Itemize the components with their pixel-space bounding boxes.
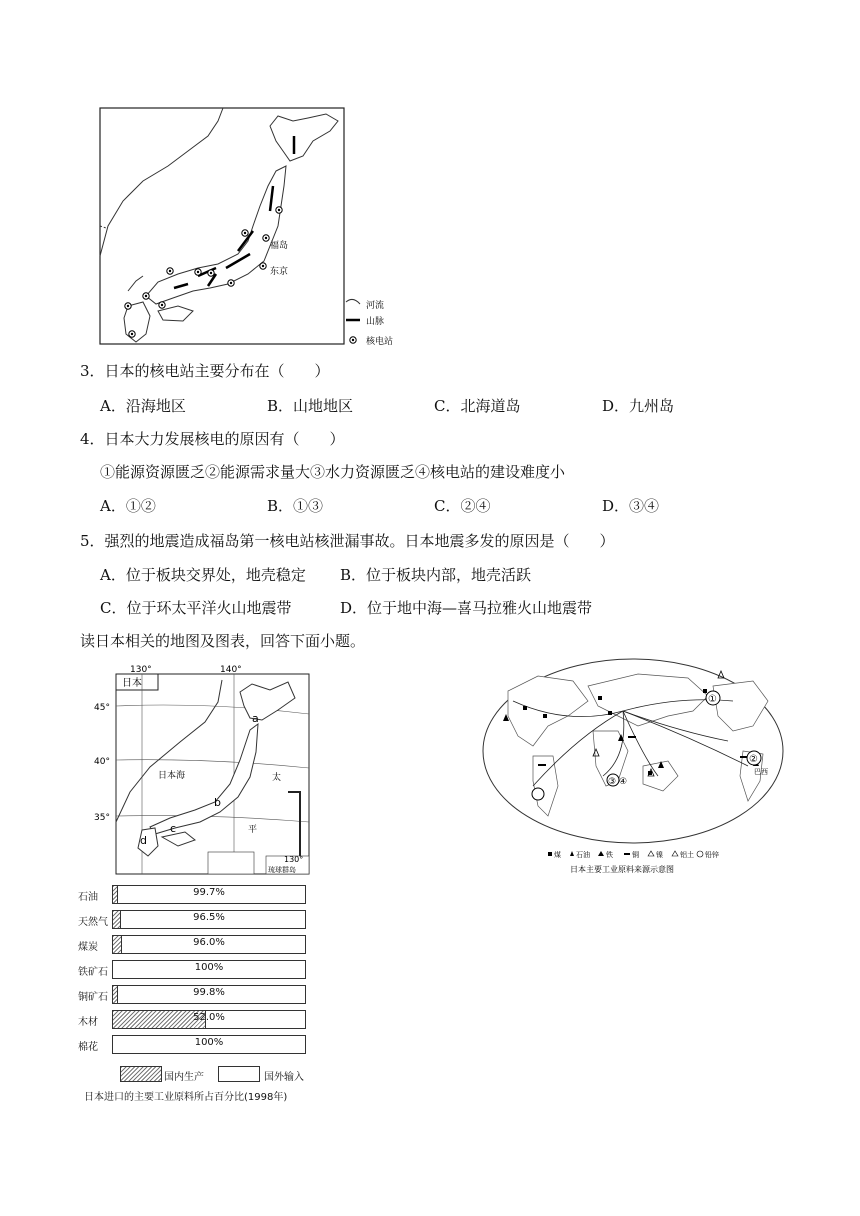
bar-value-label: 100% [194,1037,224,1048]
legend-import-swatch [218,1066,260,1082]
bar-value-label: 99.8% [193,987,225,998]
bar-category-label: 铜矿石 [78,992,108,1003]
legend-bauxite: 铝土 [680,851,694,859]
bar [112,885,306,904]
japan-latlon-map [90,662,320,878]
legend-river: 河流 [366,301,385,311]
legend-import-label: 国外输入 [264,1072,304,1083]
place-a: a [252,712,259,725]
world-source-map [478,656,788,878]
bar [112,935,306,954]
bar [112,1035,306,1054]
intro-text: 读日本相关的地图及图表，回答下面小题。 [80,632,366,650]
bar [112,960,306,979]
bar [112,1010,306,1029]
label-brazil: 巴西 [754,768,768,776]
legend-nickel: 镍 [656,851,663,859]
bar-value-label: 52.0% [193,1012,225,1023]
japan-nuclear-map [98,106,398,356]
q4-option-d[interactable]: D．③④ [602,497,660,515]
legend-lead-zinc: 铅锌 [705,851,719,859]
legend-oil: 石油 [576,851,590,859]
bar-category-label: 天然气 [78,917,108,928]
q3-option-b[interactable]: B．山地地区 [267,397,354,415]
q4-stem: 4．日本大力发展核电的原因有（ ） [80,430,345,448]
bar [112,985,306,1004]
bar-value-label: 96.5% [193,912,225,923]
bar-category-label: 铁矿石 [78,967,108,978]
ocean-char-2: 平 [248,825,258,835]
import-chart [78,882,318,1102]
bar-value-label: 99.7% [193,887,225,898]
place-b: b [214,796,221,809]
q5-stem: 5．强烈的地震造成福岛第一核电站核泄漏事故。日本地震多发的原因是（ ） [80,532,615,550]
ocean-char-1: 太 [272,773,282,783]
legend-iron: 铁 [606,851,613,859]
map2-title: 日本 [122,678,142,689]
world-map-caption: 日本主要工业原料来源示意图 [570,865,674,874]
label-tokyo: 东京 [270,267,289,277]
legend-nuclear: 核电站 [366,337,394,347]
marker-2: ② [749,754,758,765]
inset-label: 琉球群岛 [268,866,296,874]
q5-option-c[interactable]: C．位于环太平洋火山地震带 [100,599,292,617]
place-d: d [140,834,147,847]
sea-japan: 日本海 [158,771,186,781]
q3-stem: 3．日本的核电站主要分布在（ ） [80,362,330,380]
bar-value-label: 96.0% [193,937,225,948]
inset-lon: 130° [284,855,304,864]
bar-category-label: 木材 [78,1017,98,1028]
legend-domestic-swatch [120,1066,162,1082]
lon-140: 140° [220,665,242,675]
legend-coal: 煤 [554,851,561,859]
marker-4: ④ [619,777,628,787]
place-c: c [170,822,177,835]
bar-category-label: 棉花 [78,1042,98,1053]
q4-option-a[interactable]: A．①② [100,497,156,515]
q4-option-c[interactable]: C．②④ [434,497,491,515]
legend-domestic-label: 国内生产 [164,1072,204,1083]
lat-40: 40° [94,757,110,767]
q5-option-a[interactable]: A．位于板块交界处，地壳稳定 [100,566,306,584]
lon-130: 130° [130,665,152,675]
q4-option-b[interactable]: B．①③ [267,497,324,515]
bar-value-label: 100% [194,962,224,973]
lat-45: 45° [94,703,110,713]
marker-1: ① [708,694,717,705]
q3-option-c[interactable]: C．北海道岛 [434,397,521,415]
lat-35: 35° [94,813,110,823]
legend-mountain: 山脉 [366,317,385,327]
q3-option-d[interactable]: D．九州岛 [602,397,675,415]
q5-option-d[interactable]: D．位于地中海—喜马拉雅火山地震带 [340,599,593,617]
q5-option-b[interactable]: B．位于板块内部，地壳活跃 [340,566,532,584]
chart-title: 日本进口的主要工业原料所占百分比(1998年) [84,1092,288,1103]
bar-category-label: 煤炭 [78,942,98,953]
bar [112,910,306,929]
q3-option-a[interactable]: A．沿海地区 [100,397,186,415]
bar-category-label: 石油 [78,892,98,903]
marker-3: ③ [608,777,617,787]
q4-statements: ①能源资源匮乏②能源需求量大③水力资源匮乏④核电站的建设难度小 [100,463,566,481]
label-fukushima: 福岛 [270,241,289,251]
legend-copper: 铜 [632,851,639,859]
